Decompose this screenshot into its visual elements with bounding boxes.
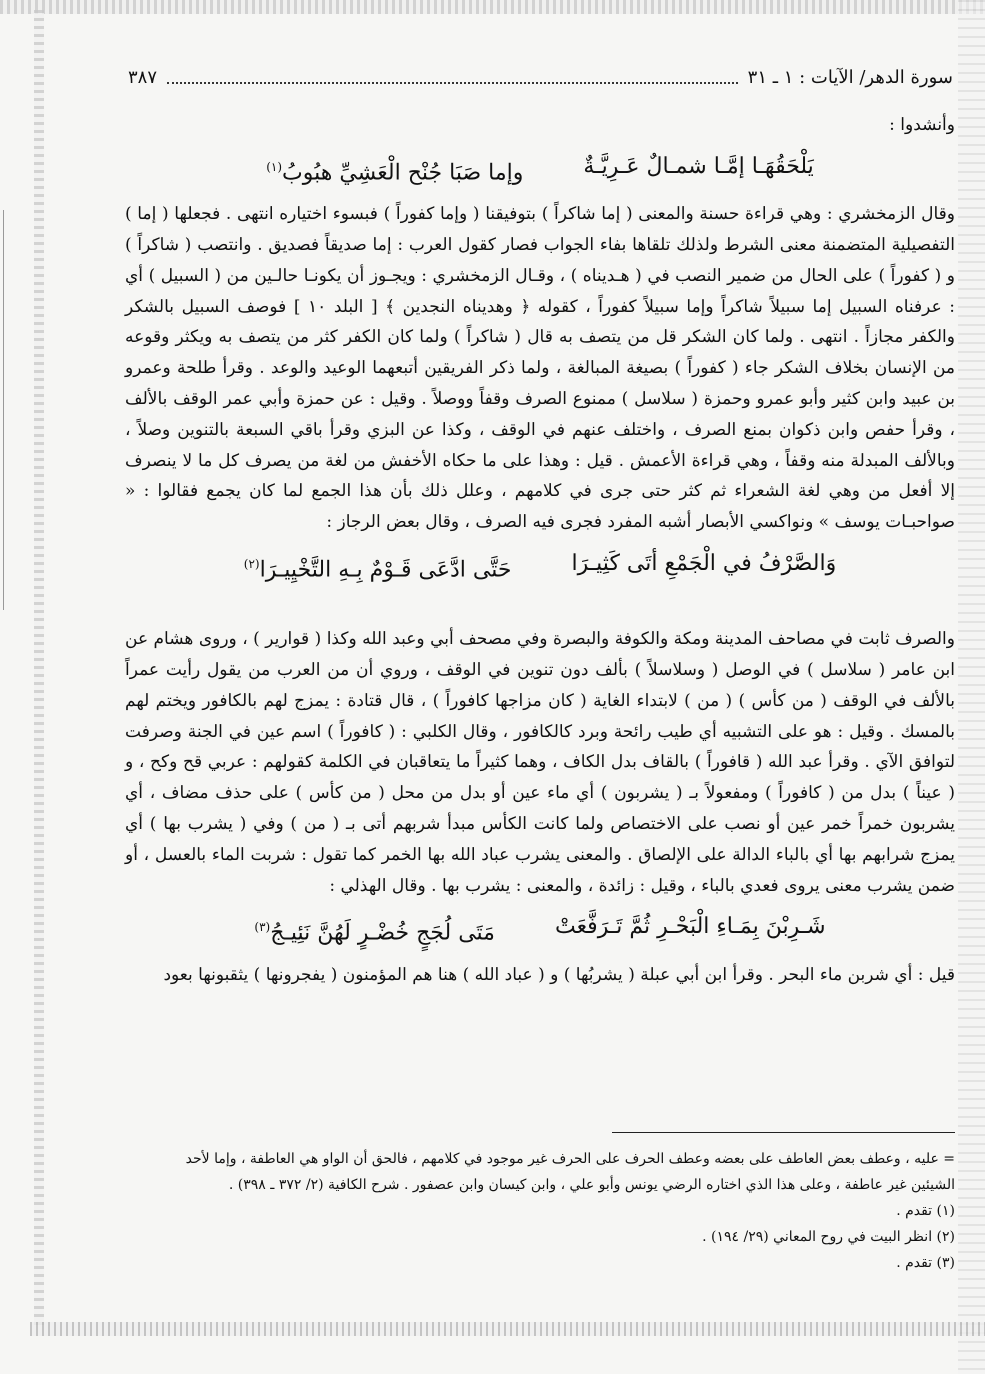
- footnote-separator: [612, 1132, 955, 1133]
- verse-2-second-hemistich: [244, 542, 512, 592]
- verse-3-second-hemistich: [254, 905, 495, 955]
- scan-edge-left: [34, 10, 44, 1330]
- footnote-ref-3: (٣): [254, 920, 271, 935]
- paragraph-3: قيل : أي شربن ماء البحر . وقرأ ابن أبي عبلة ( يشربُها ) و ( عباد الله ) هنا هم المؤمنون ( يفجرونها ) يثقبونها بعود: [163, 964, 955, 985]
- scan-edge-bottom: [30, 1322, 985, 1336]
- paragraph-1: وقال الزمخشري : وهي قراءة حسنة والمعنى ( إما شاكراً ) بتوفيقنا ( وإما كفوراً ) فبسوء اختياره انتهى . فجعلها ( إما ) التفصيلية المتضمنة معنى الشرط ولذلك تلقاها بفاء الجواب فصار كقول العرب : إما صديقاً فصديق . وانتصب ( شاكراً ) و ( كفوراً ) على الحال من ضمير النصب في ( هـديناه ) ، وقـال الزمخشري : ويجـوز أن يكونـا حالـين من ( السبيل ) أي : عرفناه السبيل إما سبيلاً شاكراً وإما سبيلاً كفوراً ، كقوله ﴿ وهديناه النجدين ﴾ [ البلد ١٠ ] فوصف السبيل بالشكر والكفر مجازاً . انتهى . ولما كان الشكر قل من يتصف به قال ( شاكراً ) ولما كان الكفر كثر من يتصف به ويكثر وقوعه من الإنسان بخلاف الشكر جاء ( كفوراً ) بصيغة المبالغة ، ولما ذكر الفريقين أتبعهما الوعيد والوعد . وقرأ طلحة وعمرو بن عبيد وابن كثير وأبو عمرو وحمزة ( سلاسل ) ممنوع الصرف وقفاً ووصلاً . وقيل : عن حمزة وأبي عمر الوقف بالألف ، وقرأ حفص وابن ذكوان بمنع الصرف ، واختلف عنهم في الوقف ، وكذا عن البزي وقرأ باقي السبعة بالتنوين وصلاً ، وبالألف المبدلة منه وقفاً ، وهي قراءة الأعمش . قيل : وهذا على ما حكاه الأخفش من لغة من يصرف كل ما لا ينصرف إلا أفعل من وهي لغة الشعراء ثم كثر حتى جرى في كلامهم ، وعلل ذلك بأن هذا الجمع لما كان يجمع فقالوا : « صواحبـات يوسف » ونواكسي الأبصار أشبه المفرد فجرى فيه الصرف ، وقال بعض الرجاز :: [125, 204, 956, 533]
- paragraph-2: والصرف ثابت في مصاحف المدينة ومكة والكوفة والبصرة وفي مصحف أبي وعبد الله وكذا ( قوارير ) ، وروى هشام عن ابن عامر ( سلاسل ) في الوصل ( وسلاسلاً ) بألف دون تنوين في الوقف ، وروي أن من العرب من يقول رأيت عمراً بالألف في الوقف ( من كأس ) ( من ) لابتداء الغاية ( كان مزاجها كافوراً ) ، قال قتادة : يمزج لهم بالكافور ويختم لهم بالمسك . وقيل : هو على التشبيه أي طيب رائحة وبرد كالكافور ، وقال الكلبي : ( كافوراً ) اسم عين في الجنة وصرفت لتوافق الآي . وقرأ عبد الله ( قافوراً ) بالقاف بدل الكاف ، وهما كثيراً ما يتعاقبان في الكلمة كقولهم : عربي قح وكح ، و ( عيناً ) بدل من ( كافوراً ) ومفعولاً بـ ( يشربون ) أي ماء عين أو بدل من محل ( من كأس ) على حذف مضاف ، أي يشربون خمراً خمر عين أو نصب على الاختصاص ولما كانت الكأس مبدأ شربهم أتى بـ ( من ) وفي ( يشرب بها ) أي يمزج شرابهم بها أي بالباء الدالة على الإلصاق . والمعنى يشرب عباد الله بها الخمر كما تقول : شربت الماء بالعسل ، أو ضمن يشرب معنى يروى فعدي بالباء ، وقيل : زائدة ، والمعنى : يشرب بها . وقال الهذلي :: [125, 629, 955, 896]
- spacer: [125, 596, 955, 624]
- verse-1-first-hemistich: يَلْحَقُهَـا إمَّـا شمـالٌ عَـرِيَّـةٌ: [583, 153, 814, 179]
- header-title: سورة الدهر/ الآيات : ١ ـ ٣١: [747, 66, 953, 88]
- page-number: ٣٨٧: [128, 66, 158, 88]
- footnote-3: (٣) تقدم .: [896, 1255, 955, 1271]
- verse-2: [125, 542, 955, 592]
- verse-3: [125, 905, 955, 955]
- footnote-2: (٢) انظر البيت في روح المعاني (٢٩/ ١٩٤) .: [702, 1229, 955, 1245]
- footnote-continuation: = عليه ، وعطف بعض العاطف على بعضه وعطف الحرف على الحرف غير موجود في كلامهم ، فالحق أن الواو هي العاطفة ، وإما لأحد الشيئين غير عاطفة ، وعلى هذا الذي اختاره الرضي يونس وأبو علي ، وابن كيسان وابن عصفور . شرح الكافية (٢/ ٣٧٢ ـ ٣٩٨) .: [185, 1151, 955, 1193]
- verse-3-second-text: مَتَى لُجَجٍ خُضْـرٍ لَهُنَّ نَئِيـجُ: [270, 920, 495, 946]
- intro-line: وأنشدوا :: [889, 115, 955, 135]
- margin-line: [3, 210, 4, 610]
- verse-2-second-text: حَتَّى ادَّعَى قَـوْمٌ بِـهِ التَّخْيِيـرَا: [259, 557, 512, 583]
- verse-1-second-hemistich: [266, 145, 523, 195]
- footnote-ref-2: (٢): [243, 556, 260, 571]
- footnotes: [150, 1146, 955, 1276]
- footnote-1: (١) تقدم .: [896, 1203, 955, 1219]
- verse-2-first-hemistich: وَالصَّرْفُ في الْجَمْعِ أتَى كَثِيـرَا: [571, 550, 837, 576]
- verse-1-second-text: وإما صَبَا جُنْح الْعَشِيِّ هبُوبُ: [282, 160, 524, 186]
- footnote-ref-1: (١): [266, 159, 283, 174]
- verse-1: [125, 145, 955, 195]
- scan-edge-right: [958, 0, 985, 1374]
- running-header: [128, 64, 953, 90]
- scan-edge-top: [0, 0, 985, 14]
- verse-3-first-hemistich: شَـرِبْنَ بِمَـاءِ الْبَحْـرِ ثُمَّ تَـرَفَّعَتْ: [554, 914, 826, 940]
- header-dot-leader: [167, 70, 738, 84]
- main-text: [125, 110, 955, 991]
